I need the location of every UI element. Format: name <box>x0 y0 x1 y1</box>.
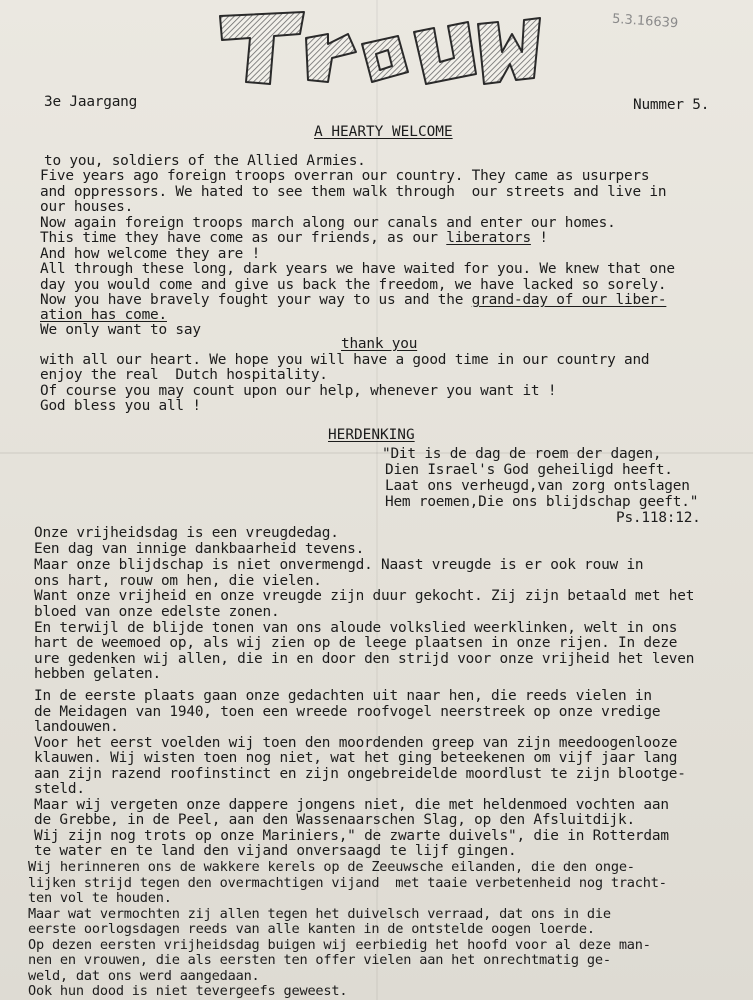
thank-you-underlined: thank you <box>341 336 418 352</box>
welcome-line: And how welcome they are ! <box>40 246 261 262</box>
welcome-closing-line: God bless you all ! <box>40 398 201 414</box>
welcome-line: ation has come. <box>40 307 167 323</box>
herdenking-line: Een dag van innige dankbaarheid tevens. <box>34 541 365 557</box>
herdenking-line: eerste oorlogsdagen reeds van alle kanten in de ontstelde oogen loerde. <box>28 921 595 937</box>
herdenking-line: hart de weemoed op, als wij zien op de leege plaatsen in onze rijen. In deze <box>34 635 678 651</box>
liberators-underlined: liberators <box>446 230 531 246</box>
herdenking-line: En terwijl de blijde tonen van ons aloude volkslied weerklinken, welt in ons <box>34 620 678 636</box>
herdenking-line: te water en te land den vijand onversaagd te lijf gingen. <box>34 843 517 859</box>
herdenking-heading: HERDENKING <box>328 427 415 443</box>
herdenking-line: Maar wij vergeten onze dappere jongens niet, die met heldenmoed vochten aan <box>34 797 669 813</box>
herdenking-line: Op dezen eersten vrijheidsdag buigen wij eerbiedig het hoofd voor al deze man- <box>28 937 651 953</box>
herdenking-line: de Grebbe, in de Peel, aan den Wassenaarschen Slag, op den Afsluitdijk. <box>34 812 635 828</box>
welcome-closing-line: with all our heart. We hope you will have a good time in our country and <box>40 352 650 368</box>
welcome-line: Five years ago foreign troops overran our country. They came as usurpers <box>40 168 650 184</box>
herdenking-line: Maar wat vermochten zij allen tegen het duivelsch verraad, dat ons in die <box>28 906 611 922</box>
welcome-line: to you, soldiers of the Allied Armies. <box>44 153 366 169</box>
psalm-quote-line: Laat ons verheugd,van zorg ontslagen <box>385 478 690 494</box>
herdenking-line: Maar onze blijdschap is niet onvermengd. Naast vreugde is er ook rouw in <box>34 557 644 573</box>
herdenking-line: nen en vrouwen, die als eersten ten offer vielen aan het onrechtmatig ge- <box>28 952 611 968</box>
psalm-quote-line: Hem roemen,Die ons blijdschap geeft." <box>385 494 699 510</box>
herdenking-line: In de eerste plaats gaan onze gedachten uit naar hen, die reeds vielen in <box>34 688 652 704</box>
herdenking-line: aan zijn razend roofinstinct en zijn ongebreidelde moordlust te zijn blootge- <box>34 766 686 782</box>
herdenking-line: landouwen. <box>34 719 119 735</box>
welcome-line: Now again foreign troops march along our canals and enter our homes. <box>40 215 616 231</box>
herdenking-line: Onze vrijheidsdag is een vreugdedag. <box>34 525 339 541</box>
welcome-heading: A HEARTY WELCOME <box>314 124 453 140</box>
issue-number: Nummer 5. <box>633 97 710 113</box>
welcome-line: We only want to say <box>40 322 201 338</box>
masthead-logo <box>212 4 542 92</box>
herdenking-line: Want onze vrijheid en onze vreugde zijn duur gekocht. Zij zijn betaald met het <box>34 588 695 604</box>
grand-day-underlined: grand-day of our liber- <box>471 292 667 308</box>
herdenking-line: Wij herinneren ons de wakkere kerels op de Zeeuwsche eilanden, die den onge- <box>28 859 635 875</box>
psalm-quote-line: "Dit is de dag de roem der dagen, <box>382 446 662 462</box>
herdenking-line: bloed van onze edelste zonen. <box>34 604 280 620</box>
welcome-line: Now you have bravely fought your way to us and the grand-day of our liber- <box>40 292 667 308</box>
herdenking-line: ure gedenken wij allen, die in en door den strijd voor onze vrijheid het leven <box>34 651 695 667</box>
psalm-reference: Ps.118:12. <box>616 510 701 526</box>
welcome-line: All through these long, dark years we have waited for you. We knew that one <box>40 261 675 277</box>
herdenking-line: Wij zijn nog trots op onze Mariniers," de zwarte duivels", die in Rotterdam <box>34 828 669 844</box>
herdenking-line: Voor het eerst voelden wij toen den moordenden greep van zijn meedoogenlooze <box>34 735 678 751</box>
welcome-line: and oppressors. We hated to see them walk through our streets and live in <box>40 184 667 200</box>
herdenking-line: ons hart, rouw om hen, die vielen. <box>34 573 322 589</box>
psalm-quote-line: Dien Israel's God geheiligd heeft. <box>385 462 673 478</box>
welcome-line: day you would come and give us back the freedom, we have lacked so sorely. <box>40 277 667 293</box>
herdenking-line: weld, dat ons werd aangedaan. <box>28 968 260 984</box>
herdenking-line: de Meidagen van 1940, toen een wreede roofvogel neerstreek op onze vredige <box>34 704 661 720</box>
herdenking-line: steld. <box>34 781 85 797</box>
herdenking-line: klauwen. Wij wisten toen nog niet, wat het ging beteekenen om vijf jaar lang <box>34 750 678 766</box>
archive-stamp: 5.3.16639 <box>611 11 679 32</box>
herdenking-line: hebben gelaten. <box>34 666 161 682</box>
welcome-closing-line: Of course you may count upon our help, whenever you want it ! <box>40 383 557 399</box>
volume-label: 3e Jaargang <box>44 94 138 110</box>
welcome-closing-line: enjoy the real Dutch hospitality. <box>40 367 328 383</box>
welcome-line: our houses. <box>40 199 134 215</box>
welcome-line: This time they have come as our friends, as our liberators ! <box>40 230 548 246</box>
herdenking-line: ten vol te houden. <box>28 890 172 906</box>
herdenking-line: lijken strijd tegen den overmachtigen vijand met taaie verbetenheid nog tracht- <box>28 875 667 891</box>
herdenking-line: Ook hun dood is niet tevergeefs geweest. <box>28 983 348 999</box>
